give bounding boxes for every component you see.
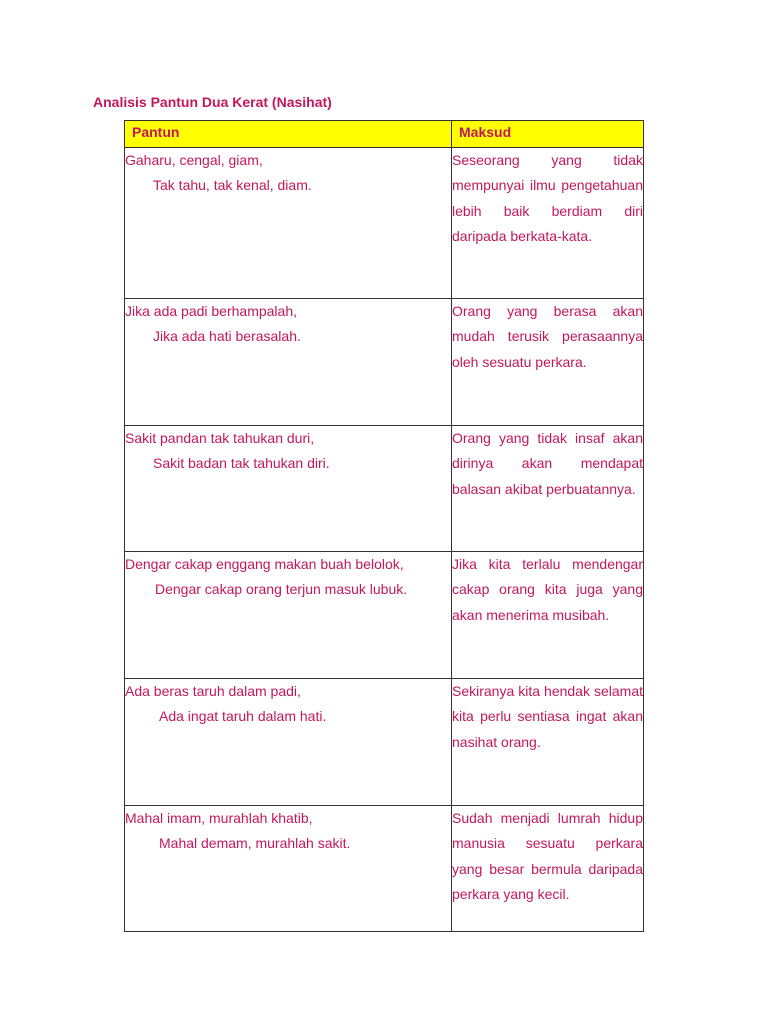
maksud-text: Orang yang berasa akan mudah terusik perasaannya oleh sesuatu perkara. xyxy=(452,303,643,370)
maksud-cell xyxy=(452,299,644,426)
pantun-line-1: Mahal imam, murahlah khatib, xyxy=(125,810,313,826)
maksud-cell xyxy=(452,806,644,932)
pantun-line-2: Dengar cakap orang terjun masuk lubuk. xyxy=(155,581,408,597)
pantun-cell xyxy=(125,679,452,806)
pantun-line-2: Ada ingat taruh dalam hati. xyxy=(159,708,327,724)
pantun-line-2: Tak tahu, tak kenal, diam. xyxy=(153,177,312,193)
table-row xyxy=(125,806,644,932)
table-row xyxy=(125,426,644,552)
pantun-cell xyxy=(125,552,452,679)
pantun-line-1: Ada beras taruh dalam padi, xyxy=(125,683,301,699)
page-title: Analisis Pantun Dua Kerat (Nasihat) xyxy=(93,94,332,110)
pantun-table xyxy=(124,120,644,932)
pantun-line-2: Jika ada hati berasalah. xyxy=(153,328,301,344)
table-row xyxy=(125,148,644,299)
maksud-text: Sudah menjadi lumrah hidup manusia sesuatu perkara yang besar bermula daripada perkara yang kecil. xyxy=(452,810,643,902)
pantun-line-1: Jika ada padi berhampalah, xyxy=(125,303,298,319)
pantun-cell xyxy=(125,148,452,299)
maksud-text: Orang yang tidak insaf akan dirinya akan mendapat balasan akibat perbuatannya. xyxy=(452,430,643,497)
maksud-text: Sekiranya kita hendak selamat kita perlu sentiasa ingat akan nasihat orang. xyxy=(452,683,643,750)
maksud-cell xyxy=(452,679,644,806)
pantun-cell xyxy=(125,426,452,552)
maksud-cell xyxy=(452,426,644,552)
maksud-text: Seseorang yang tidak mempunyai ilmu pengetahuan lebih baik berdiam diri daripada berkata-kata. xyxy=(452,152,643,244)
header-pantun: Pantun xyxy=(125,121,452,148)
header-maksud: Maksud xyxy=(452,121,644,148)
table-row xyxy=(125,679,644,806)
maksud-cell xyxy=(452,148,644,299)
pantun-line-2: Mahal demam, murahlah sakit. xyxy=(159,835,351,851)
pantun-line-1: Sakit pandan tak tahukan duri, xyxy=(125,430,315,446)
table-row xyxy=(125,299,644,426)
pantun-cell xyxy=(125,299,452,426)
table-row xyxy=(125,552,644,679)
pantun-line-1: Dengar cakap enggang makan buah belolok, xyxy=(125,556,404,572)
pantun-line-2: Sakit badan tak tahukan diri. xyxy=(153,455,330,471)
table-header-row xyxy=(125,121,644,148)
pantun-line-1: Gaharu, cengal, giam, xyxy=(125,152,263,168)
pantun-cell xyxy=(125,806,452,932)
maksud-cell xyxy=(452,552,644,679)
maksud-text: Jika kita terlalu mendengar cakap orang kita juga yang akan menerima musibah. xyxy=(452,556,643,623)
